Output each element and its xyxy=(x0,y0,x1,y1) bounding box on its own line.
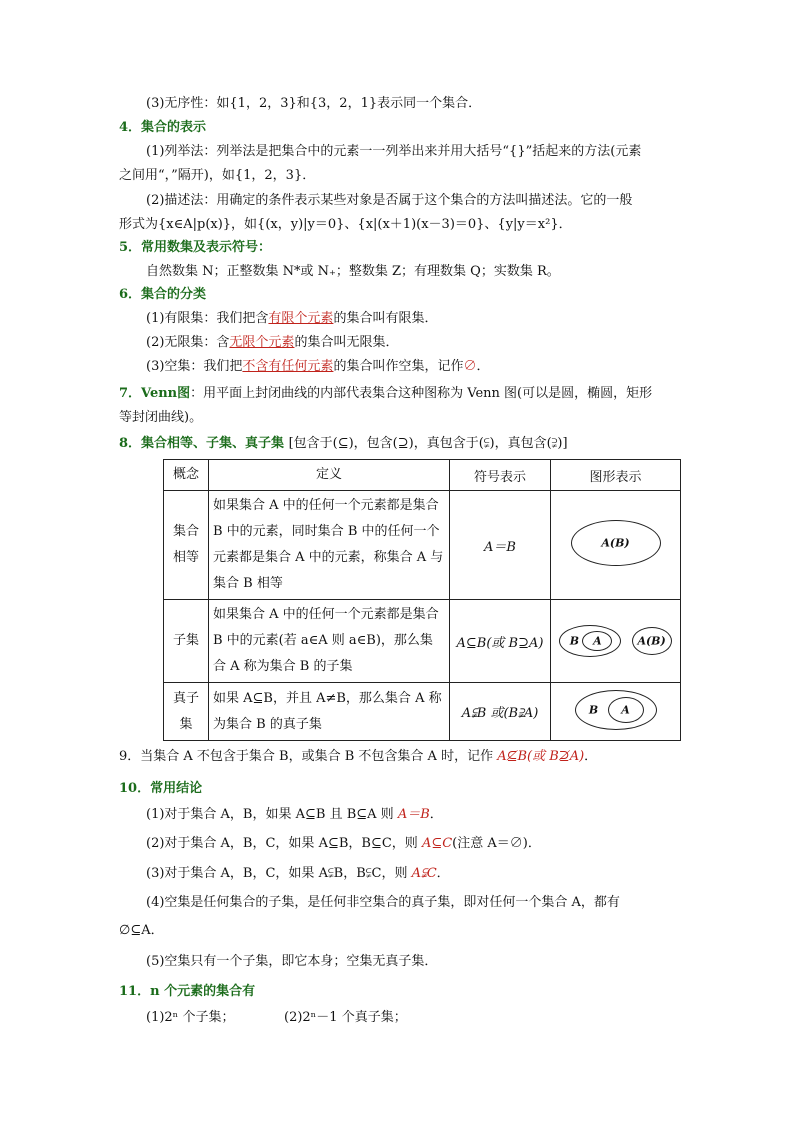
venn-label-b: B xyxy=(588,703,599,716)
heading-subsets-note: [包含于(⊆)，包含(⊇)，真包含于(⫋)，真包含(⫌)] xyxy=(288,436,568,451)
line-unordered: (3)无序性：如{1，2，3}和{3，2，1}表示同一个集合． xyxy=(146,96,482,111)
venn-ellipse-equal-small xyxy=(632,627,672,655)
text: 的集合叫作空集，记作 xyxy=(333,359,464,374)
cell-figure xyxy=(551,600,681,683)
text: (注意 A＝∅)． xyxy=(452,836,541,851)
text: (2)无限集：含 xyxy=(146,335,230,350)
line-finite-set xyxy=(146,309,437,329)
term-infinite: 无限个元素 xyxy=(229,335,295,350)
table-header-row xyxy=(164,460,681,491)
heading-subsets xyxy=(119,434,568,454)
venn-ellipse-outer xyxy=(575,690,657,730)
cell-symbol: A⫋B 或(B⫌A) xyxy=(450,683,551,741)
header-definition: 定义 xyxy=(209,460,450,491)
text: ． xyxy=(476,359,490,374)
text: (3)空集：我们把 xyxy=(146,359,243,374)
text: 的集合叫有限集． xyxy=(333,311,438,326)
text: ． xyxy=(429,807,443,822)
conclusion-3-result: A⫋C xyxy=(411,866,437,881)
venn-label-b: B xyxy=(569,634,580,648)
text: (2)对于集合 A，B，C，如果 A⊆B，B⊆C，则 xyxy=(146,836,422,851)
line-venn-cont: 等封闭曲线)。 xyxy=(119,410,203,425)
cell-concept: 集合相等 xyxy=(164,491,209,600)
venn-label: A(B) xyxy=(637,634,666,648)
line-enumeration: (1)列举法：列举法是把集合中的元素一一列举出来并用大括号“{}”括起来的方法(元素 xyxy=(146,144,642,159)
line-conclusion-2 xyxy=(146,834,541,854)
line-description: (2)描述法：用确定的条件表示某些对象是否属于这个集合的方法叫描述法。它的一般 xyxy=(146,193,633,208)
text: 的集合叫无限集． xyxy=(294,335,399,350)
line-enumeration-cont: 之间用“，”隔开)，如{1，2，3}． xyxy=(119,168,316,183)
term-empty: 不含有任何元素 xyxy=(242,359,334,374)
cell-figure xyxy=(551,683,681,741)
text: ：用平面上封闭曲线的内部代表集合这种图称为 Venn 图(可以是圆，椭圆，矩形 xyxy=(190,386,653,401)
venn-label-a: A xyxy=(593,634,602,648)
cell-definition: 如果集合 A 中的任何一个元素都是集合 B 中的元素，同时集合 B 中的任何一个元素都是集合 A 中的元素，称集合 A 与集合 B 相等 xyxy=(209,491,450,600)
line-not-subset xyxy=(119,747,597,767)
cell-symbol: A⊆B(或 B⊇A) xyxy=(450,600,551,683)
comparison-table xyxy=(163,459,681,741)
text: ． xyxy=(584,749,598,764)
line-infinite-set xyxy=(146,333,398,353)
table-row xyxy=(164,491,681,600)
line-conclusion-5: (5)空集只有一个子集，即它本身；空集无真子集． xyxy=(146,954,438,969)
line-conclusion-4-cont: ∅⊆A． xyxy=(119,923,164,938)
heading-subsets-title: 8．集合相等、子集、真子集 xyxy=(119,436,285,451)
cell-concept: 子集 xyxy=(164,600,209,683)
header-figure: 图形表示 xyxy=(551,460,681,491)
table-row xyxy=(164,600,681,683)
line-proper-subset-count: (2)2ⁿ－1 个真子集； xyxy=(284,1010,407,1025)
heading-common-conclusions: 10．常用结论 xyxy=(119,781,203,796)
table-row xyxy=(164,683,681,741)
venn-label-a: A xyxy=(621,703,630,716)
cell-definition: 如果集合 A 中的任何一个元素都是集合 B 中的元素(若 a∈A 则 a∈B)，那么集合 A 称为集合 B 的子集 xyxy=(209,600,450,683)
not-subset-symbol: A⊈B(或 B⊉A) xyxy=(497,749,585,764)
conclusion-2-result: A⊆C xyxy=(421,836,453,851)
heading-n-element-set: 11．n 个元素的集合有 xyxy=(119,984,256,999)
line-conclusion-3 xyxy=(146,864,450,884)
line-empty-set xyxy=(146,357,489,377)
text: ． xyxy=(436,866,450,881)
header-concept: 概念 xyxy=(164,460,209,491)
venn-ellipse-outer xyxy=(559,625,621,657)
line-conclusion-4: (4)空集是任何集合的子集，是任何非空集合的真子集，即对任何一个集合 A，都有 xyxy=(146,895,620,910)
text: 9．当集合 A 不包含于集合 B，或集合 B 不包含集合 A 时，记作 xyxy=(119,749,498,764)
heading-set-classification: 6．集合的分类 xyxy=(119,287,207,302)
text: (1)对于集合 A，B，如果 A⊆B 且 B⊆A 则 xyxy=(146,807,398,822)
line-subset-count: (1)2ⁿ 个子集； xyxy=(146,1010,235,1025)
header-symbol: 符号表示 xyxy=(450,460,551,491)
text: (3)对于集合 A，B，C，如果 A⫋B，B⫋C，则 xyxy=(146,866,412,881)
heading-number-sets: 5．常用数集及表示符号： xyxy=(119,240,272,255)
empty-set-symbol: ∅ xyxy=(463,359,477,374)
cell-concept: 真子集 xyxy=(164,683,209,741)
cell-figure xyxy=(551,491,681,600)
heading-set-representation: 4．集合的表示 xyxy=(119,120,207,135)
term-finite: 有限个元素 xyxy=(268,311,334,326)
venn-ellipse-inner xyxy=(582,631,612,651)
venn-label: A(B) xyxy=(601,536,630,550)
line-description-cont: 形式为{x∈A|p(x)}，如{(x，y)|y＝0}、{x|(x＋1)(x－3)＝0}、{y|y＝x²}． xyxy=(119,217,572,232)
conclusion-1-result: A＝B xyxy=(397,807,430,822)
venn-ellipse-equal xyxy=(571,520,661,566)
text: (1)有限集：我们把含 xyxy=(146,311,269,326)
line-venn xyxy=(119,384,652,404)
cell-definition: 如果 A⊆B，并且 A≠B，那么集合 A 称为集合 B 的真子集 xyxy=(209,683,450,741)
cell-symbol: A＝B xyxy=(450,491,551,600)
line-number-sets: 自然数集 N；正整数集 N*或 N₊；整数集 Z；有理数集 Q；实数集 R。 xyxy=(146,264,560,279)
line-conclusion-1 xyxy=(146,805,443,825)
venn-ellipse-inner xyxy=(608,697,644,723)
heading-venn: 7．Venn图 xyxy=(119,386,191,401)
